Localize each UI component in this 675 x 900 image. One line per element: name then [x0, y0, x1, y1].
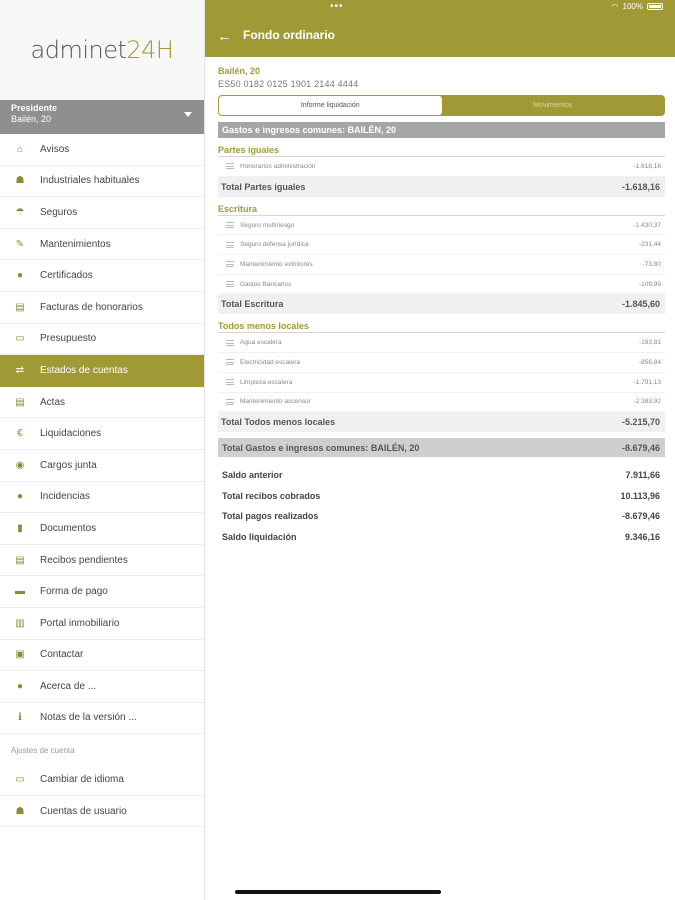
sidebar-item-incidencias[interactable]	[0, 482, 204, 514]
exchange-icon: ⇄	[15, 364, 25, 376]
expense-amount: -856,84	[638, 358, 661, 366]
category-total-value: -5.215,70	[621, 417, 660, 428]
expense-line[interactable]	[218, 373, 665, 393]
receipt-icon: ▤	[15, 554, 25, 566]
sidebar	[0, 0, 205, 900]
summary-row	[218, 506, 665, 527]
category-section	[218, 138, 665, 197]
expense-line[interactable]	[218, 157, 665, 177]
category-total-row	[218, 412, 665, 432]
sidebar-item-forma-de-pago[interactable]	[0, 576, 204, 608]
category-total-value: -1.845,60	[621, 299, 660, 310]
sidebar-item-cargos-junta[interactable]	[0, 450, 204, 482]
expense-line[interactable]	[218, 393, 665, 413]
user-accounts-icon: ☗	[15, 805, 25, 817]
sidebar-item-label: Facturas de honorarios	[40, 301, 143, 313]
expense-label: Electricidad escalera	[240, 358, 300, 366]
sidebar-item-presupuesto[interactable]	[0, 324, 204, 356]
expense-line[interactable]	[218, 333, 665, 353]
sidebar-item-facturas-de-honorarios[interactable]	[0, 292, 204, 324]
category-title: Partes iguales	[218, 138, 665, 157]
user-role: Presidente	[11, 103, 58, 113]
home-icon: ⌂	[16, 143, 24, 155]
app-logo: adminet24H	[30, 36, 174, 64]
header	[205, 0, 675, 57]
sidebar-menu	[0, 134, 204, 734]
sidebar-item-portal-inmobiliario[interactable]	[0, 608, 204, 640]
expense-label: Mantenimiento extintores	[240, 260, 313, 268]
sidebar-item-label: Cargos junta	[40, 459, 97, 471]
account-iban: ES50 0182 0125 1901 2144 4444	[218, 79, 359, 89]
sidebar-item-notas-de-la-versión[interactable]	[0, 703, 204, 735]
sidebar-item-cuentas-de-usuario[interactable]	[0, 796, 204, 828]
expense-amount: -2.383,92	[633, 398, 661, 406]
info-circle-icon: ●	[16, 680, 24, 692]
credit-card-icon: ▬	[15, 586, 25, 598]
summary-row	[218, 486, 665, 507]
category-section	[218, 197, 665, 315]
expense-label: Seguro defensa jurídica	[240, 241, 309, 249]
language-icon: ▭	[15, 774, 25, 786]
category-title: Escritura	[218, 197, 665, 216]
sidebar-item-label: Recibos pendientes	[40, 554, 128, 566]
summary-label: Total recibos cobrados	[222, 490, 321, 501]
sidebar-item-label: Forma de pago	[40, 586, 108, 598]
expense-label: Agua escalera	[240, 339, 282, 347]
expense-label: Gastos Bancarios	[240, 280, 292, 288]
summary-label: Saldo liquidación	[222, 531, 297, 542]
list-lines-icon	[226, 399, 234, 405]
sidebar-item-label: Incidencias	[40, 491, 91, 503]
sidebar-item-contactar[interactable]	[0, 640, 204, 672]
summary-label: Total pagos realizados	[222, 511, 319, 522]
category-total-row	[218, 294, 665, 314]
expense-label: Limpieza escalera	[240, 378, 293, 386]
tab-report[interactable]: Informe liquidación	[219, 96, 442, 115]
euro-icon: €	[17, 428, 23, 440]
account-name: Bailén, 20	[218, 66, 261, 76]
expense-label: Seguro multiriesgo	[240, 221, 295, 229]
users-icon: ☗	[15, 175, 25, 187]
sidebar-item-seguros[interactable]	[0, 197, 204, 229]
expense-line[interactable]	[218, 255, 665, 275]
sidebar-item-industriales-habituales[interactable]	[0, 166, 204, 198]
summary-value: 7.911,66	[625, 470, 660, 481]
money-icon: ▭	[15, 333, 25, 345]
sidebar-item-label: Actas	[40, 396, 66, 408]
categories	[205, 138, 675, 432]
sidebar-item-estados-de-cuentas[interactable]	[0, 355, 204, 387]
summary-value: 9.346,16	[624, 531, 660, 542]
sidebar-item-actas[interactable]	[0, 387, 204, 419]
contact-card-icon: ▣	[15, 649, 25, 661]
sidebar-item-recibos-pendientes[interactable]	[0, 545, 204, 577]
sidebar-item-label: Certificados	[40, 270, 93, 282]
expense-line[interactable]	[218, 235, 665, 255]
battery-percent: 100%	[622, 2, 643, 11]
grand-total-row	[218, 438, 665, 457]
expense-amount: -231,44	[638, 241, 661, 249]
summary-label: Saldo anterior	[222, 470, 283, 481]
sidebar-item-label: Seguros	[40, 206, 78, 218]
sidebar-item-label: Cuentas de usuario	[40, 805, 127, 817]
summary-row	[218, 465, 665, 486]
sidebar-item-avisos[interactable]	[0, 134, 204, 166]
summary-value: 10.113,96	[620, 490, 660, 501]
document-icon: ▤	[15, 396, 25, 408]
list-lines-icon	[226, 281, 234, 287]
expense-line[interactable]	[218, 216, 665, 236]
sidebar-item-label: Estados de cuentas	[40, 364, 128, 376]
sidebar-item-label: Liquidaciones	[40, 428, 102, 440]
main-panel	[205, 0, 675, 900]
grand-total-value: -8.679,46	[621, 442, 660, 453]
tab-movements[interactable]: Movimientos	[533, 102, 573, 109]
segmented-control	[218, 95, 665, 116]
wrench-icon: ✎	[15, 238, 25, 250]
home-indicator[interactable]	[235, 890, 441, 894]
expense-label: Mantenimiento ascensor	[240, 398, 311, 406]
expense-line[interactable]	[218, 275, 665, 295]
sidebar-item-liquidaciones[interactable]	[0, 418, 204, 450]
category-section	[218, 314, 665, 432]
user-address: Bailén, 20	[11, 114, 52, 124]
sidebar-item-label: Portal inmobiliario	[40, 617, 120, 629]
sidebar-item-label: Industriales habituales	[40, 175, 140, 187]
sidebar-item-certificados[interactable]	[0, 260, 204, 292]
category-total-row	[218, 177, 665, 197]
group-title: Gastos e ingresos comunes: BAILÉN, 20	[218, 122, 665, 138]
expense-label: Honorarios administración	[240, 162, 316, 170]
expense-amount: -109,99	[638, 280, 661, 288]
account-info	[205, 57, 675, 89]
umbrella-icon: ☂	[15, 206, 25, 218]
list-lines-icon	[226, 222, 234, 228]
expense-amount: -1.618,16	[633, 162, 661, 170]
info-icon: ℹ	[18, 712, 22, 724]
expense-amount: -73,80	[642, 260, 661, 268]
list-lines-icon	[226, 379, 234, 385]
sidebar-item-cambiar-de-idioma[interactable]	[0, 764, 204, 796]
sidebar-item-label: Contactar	[40, 649, 84, 661]
expense-amount: -1.430,37	[633, 221, 661, 229]
sidebar-item-documentos[interactable]	[0, 513, 204, 545]
sidebar-item-label: Acerca de ...	[40, 680, 97, 692]
back-arrow-icon[interactable]: ←	[217, 28, 232, 45]
list-lines-icon	[226, 163, 234, 169]
list-lines-icon	[226, 359, 234, 365]
community-selector[interactable]	[0, 100, 204, 134]
sidebar-item-label: Mantenimientos	[40, 238, 111, 250]
user-circle-icon: ◉	[15, 459, 25, 471]
sidebar-item-label: Notas de la versión ...	[40, 712, 137, 724]
sidebar-item-label: Presupuesto	[40, 333, 97, 345]
category-total-label: Total Escritura	[221, 299, 284, 310]
list-lines-icon	[226, 261, 234, 267]
category-total-label: Total Todos menos locales	[221, 417, 336, 428]
list-lines-icon	[226, 242, 234, 248]
summary-value: -8.679,46	[621, 511, 660, 522]
sidebar-item-label: Avisos	[40, 143, 70, 155]
wifi-icon: ◠	[611, 2, 619, 11]
expense-line[interactable]	[218, 353, 665, 373]
certificate-icon: ●	[16, 270, 24, 282]
account-settings-label: Ajustes de cuenta	[11, 746, 75, 756]
sidebar-item-label: Documentos	[40, 522, 97, 534]
file-icon: ▮	[17, 522, 23, 534]
page-title: Fondo ordinario	[243, 28, 335, 42]
invoice-icon: ▤	[15, 301, 25, 313]
summary	[218, 465, 665, 547]
expense-amount: -193,81	[638, 339, 661, 347]
list-lines-icon	[226, 340, 234, 346]
category-total-value: -1.618,16	[621, 181, 660, 192]
summary-row	[218, 527, 665, 548]
sidebar-item-acerca-de[interactable]	[0, 671, 204, 703]
sidebar-item-mantenimientos[interactable]	[0, 229, 204, 261]
building-icon: ▥	[15, 617, 25, 629]
sidebar-item-label: Cambiar de idioma	[40, 774, 124, 786]
logo-area	[0, 0, 204, 100]
grand-total-label: Total Gastos e ingresos comunes: BAILÉN, 20	[222, 442, 420, 453]
alert-icon: ●	[16, 491, 24, 503]
category-title: Todos menos locales	[218, 314, 665, 333]
category-total-label: Total Partes iguales	[221, 181, 306, 192]
expense-amount: -1.791,13	[633, 378, 661, 386]
settings-menu	[0, 764, 204, 827]
multitask-dots: •••	[330, 1, 344, 12]
caret-down-icon	[184, 112, 192, 117]
